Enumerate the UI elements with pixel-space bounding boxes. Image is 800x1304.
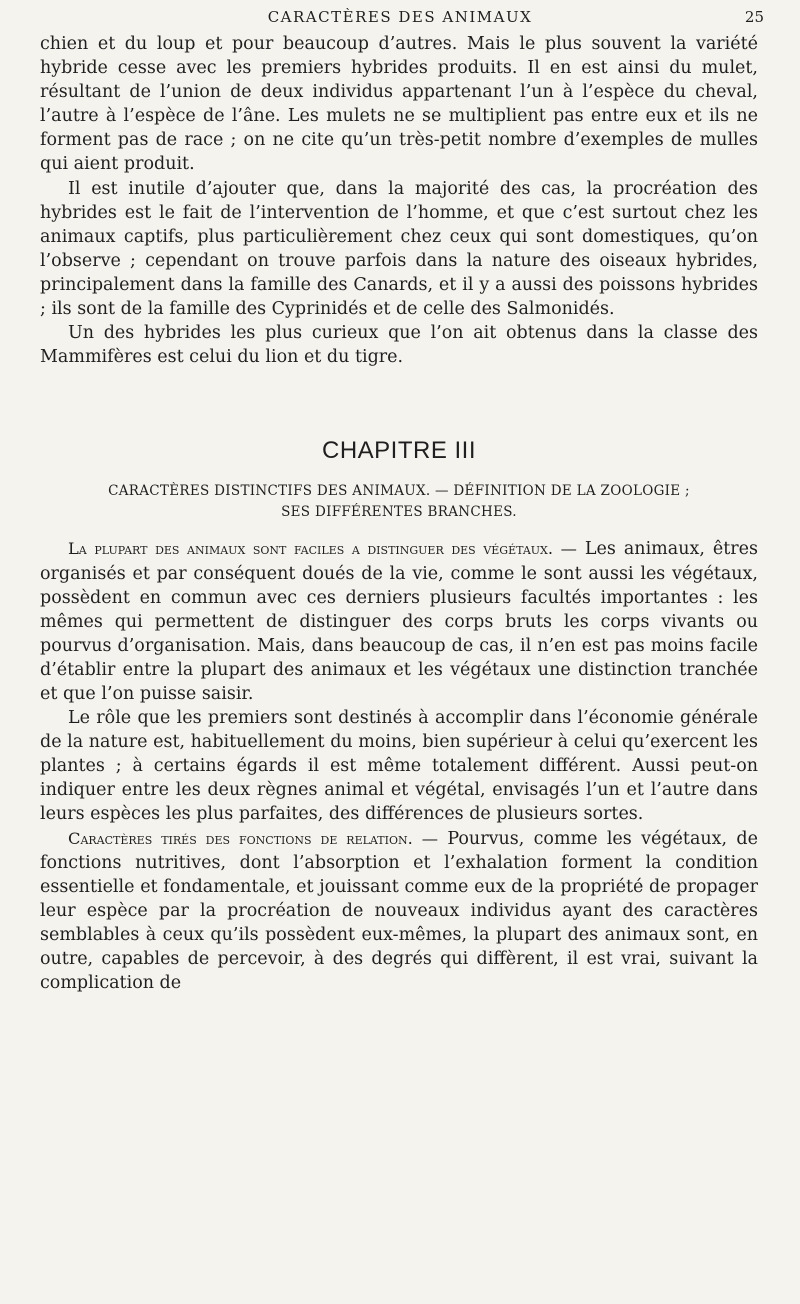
section-text: Les animaux, êtres organisés et par conséquent doués de la vie, comme le sont aussi les végétaux, possèdent en commun avec ces derniers plusieurs facultés importantes : les mêmes qui permettent de distinguer des corps bruts les corps vivants ou pourvus d’organisation. Mais, dans beaucoup de cas, il n’en est pas moins facile d’établir entre la plupart des animaux et les végétaux une distinction tranchée et que l’on puisse saisir. <box>40 539 758 704</box>
section-heading: Caractères tirés des fonctions de relation. — <box>68 828 438 848</box>
section-paragraph <box>40 537 758 706</box>
page-number: 25 <box>744 8 764 26</box>
section-heading: La plupart des animaux sont faciles a distinguer des végétaux. — <box>68 539 577 559</box>
chapter-summary <box>40 481 758 523</box>
paragraph: Le rôle que les premiers sont destinés à accomplir dans l’économie générale de la nature est, habituellement du moins, bien supérieur à celui qu’exercent les plantes ; à certains égards il est même totalement différent. Aussi peut-on indiquer entre les deux règnes animal et végétal, envisagés l’un et l’autre dans leurs espèces les plus parfaites, des différences de plusieurs sortes. <box>40 708 758 825</box>
chapter-title: CHAPITRE III <box>321 437 477 465</box>
page-header <box>0 8 800 32</box>
running-title: CARACTÈRES DES ANIMAUX <box>267 8 533 26</box>
chapter-summary-line: SES DIFFÉRENTES BRANCHES. <box>281 504 517 521</box>
paragraph: Il est inutile d’ajouter que, dans la majorité des cas, la procréation des hybrides est le fait de l’intervention de l’homme, et que c’est surtout chez les animaux captifs, plus particulièrement chez ceux qui sont domestiques, qu’on l’observe ; cependant on trouve parfois dans la nature des oiseaux hybrides, principalement dans la famille des Canards, et il y a aussi des poissons hybrides ; ils sont de la famille des Cyprinidés et de celle des Salmonidés. <box>40 178 758 320</box>
page-body <box>40 32 758 995</box>
chapter-summary-line: CARACTÈRES DISTINCTIFS DES ANIMAUX. — DÉFINITION DE LA ZOOLOGIE ; <box>108 483 690 500</box>
section-paragraph <box>40 827 758 996</box>
section-text: Pourvus, comme les végétaux, de fonctions nutritives, dont l’absorption et l’exhalation forment la condition essentielle et fondamentale, et jouissant comme eux de la propriété de propager leur espèce par la procréation de nouveaux individus ayant des caractères semblables à ceux qu’ils possèdent eux-mêmes, la plupart des animaux sont, en outre, capables de percevoir, à des degrés qui diffèrent, il est vrai, suivant la complication de <box>40 828 758 994</box>
paragraph: Un des hybrides les plus curieux que l’on ait obtenus dans la classe des Mammifères est celui du lion et du tigre. <box>40 323 758 368</box>
paragraph: chien et du loup et pour beaucoup d’autres. Mais le plus souvent la variété hybride cesse avec les premiers hybrides produits. Il en est ainsi du mulet, résultant de l’union de deux individus appartenant l’un à l’espèce du cheval, l’autre à l’espèce de l’âne. Les mulets ne se multiplient pas entre eux et ils ne forment pas de race ; on ne cite qu’un très-petit nombre d’exemples de mulles qui aient produit. <box>40 34 758 175</box>
